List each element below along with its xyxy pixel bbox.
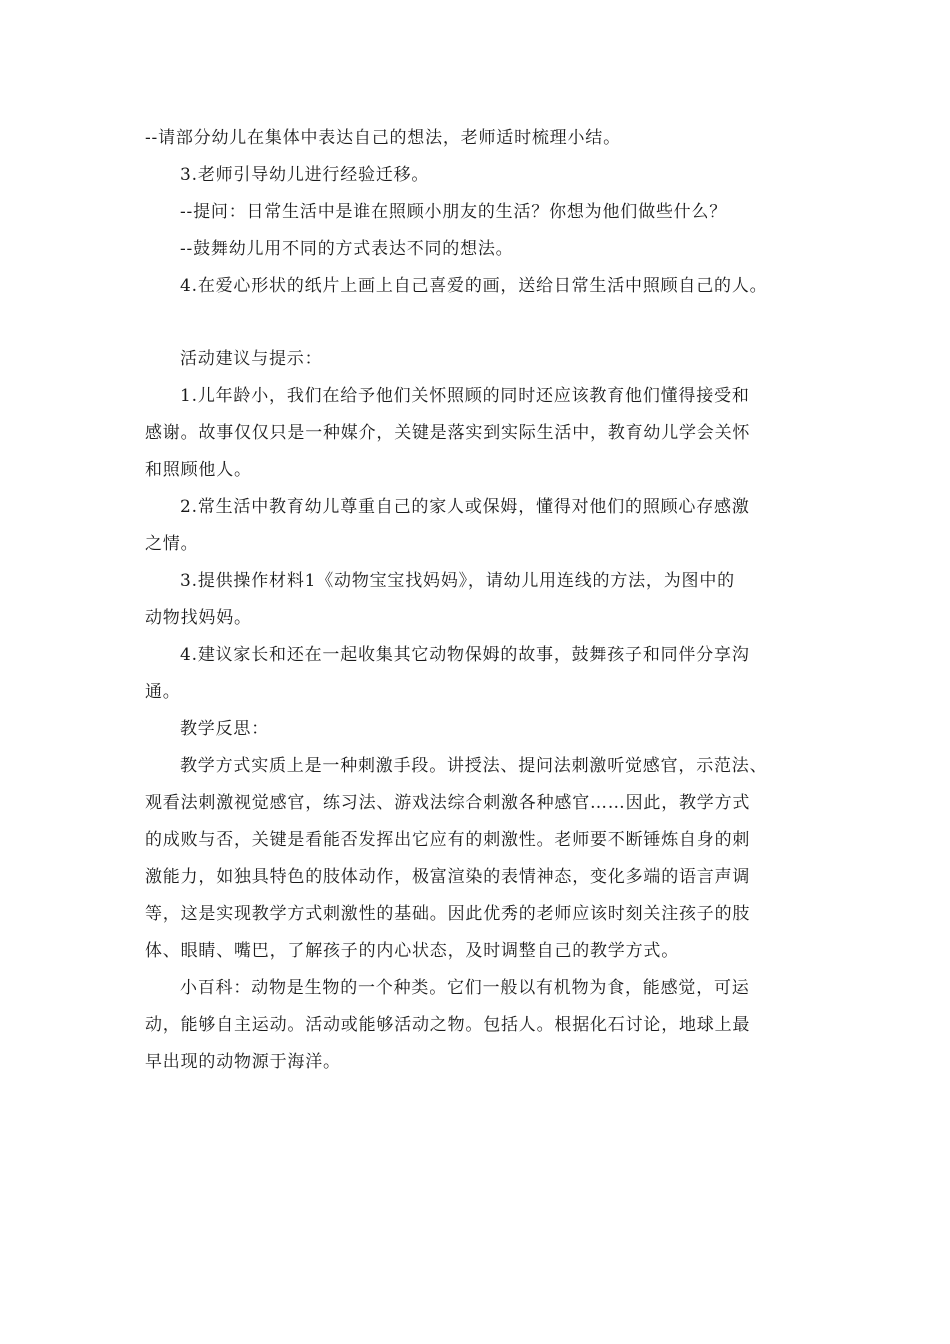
- suggestion-1-line-1: 1.儿年龄小，我们在给予他们关怀照顾的同时还应该教育他们懂得接受和: [180, 386, 750, 406]
- step-line-express-ideas: --请部分幼儿在集体中表达自己的想法，老师适时梳理小结。: [145, 128, 621, 148]
- reflection-heading: 教学反思：: [180, 719, 269, 739]
- suggestion-2-line-2: 之情。: [145, 534, 199, 554]
- suggestion-4-line-1: 4.建议家长和还在一起收集其它动物保姆的故事，鼓舞孩子和同伴分享沟: [180, 645, 750, 665]
- suggestion-4-line-2: 通。: [145, 682, 181, 702]
- suggestion-3-line-2: 动物找妈妈。: [145, 608, 252, 628]
- suggestions-heading: 活动建议与提示：: [180, 349, 323, 369]
- reflection-line-5: 等，这是实现教学方式刺激性的基础。因此优秀的老师应该时刻关注孩子的肢: [145, 904, 751, 924]
- suggestion-1-line-2: 感谢。故事仅仅只是一种媒介，关键是落实到实际生活中，教育幼儿学会关怀: [145, 423, 751, 443]
- reflection-line-3: 的成败与否，关键是看能否发挥出它应有的刺激性。老师要不断锤炼自身的刺: [145, 830, 751, 850]
- reflection-line-4: 激能力，如独具特色的肢体动作，极富渲染的表情神态，变化多端的语言声调: [145, 867, 751, 887]
- encyclopedia-line-2: 动，能够自主运动。活动或能够活动之物。包括人。根据化石讨论，地球上最: [145, 1015, 751, 1035]
- step-line-3: 3.老师引导幼儿进行经验迁移。: [180, 165, 430, 185]
- step-line-4: 4.在爱心形状的纸片上画上自己喜爱的画，送给日常生活中照顾自己的人。: [180, 276, 768, 296]
- section-suggestions: [145, 341, 805, 1081]
- encyclopedia-line-3: 早出现的动物源于海洋。: [145, 1052, 341, 1072]
- suggestion-3-line-1: 3.提供操作材料1《动物宝宝找妈妈》，请幼儿用连线的方法，为图中的: [180, 571, 735, 591]
- reflection-line-2: 观看法刺激视觉感官，练习法、游戏法综合刺激各种感官……因此，教学方式: [145, 793, 751, 813]
- suggestion-2-line-1: 2.常生活中教育幼儿尊重自己的家人或保姆，懂得对他们的照顾心存感激: [180, 497, 750, 517]
- suggestion-1-line-3: 和照顾他人。: [145, 460, 252, 480]
- section-activity-steps: [145, 120, 805, 305]
- step-line-question: --提问：日常生活中是谁在照顾小朋友的生活？你想为他们做些什么？: [180, 202, 728, 222]
- reflection-line-6: 体、眼睛、嘴巴，了解孩子的内心状态，及时调整自己的教学方式。: [145, 941, 679, 961]
- step-line-encourage: --鼓舞幼儿用不同的方式表达不同的想法。: [180, 239, 514, 259]
- reflection-line-1: 教学方式实质上是一种刺激手段。讲授法、提问法刺激听觉感官，示范法、: [180, 756, 768, 776]
- encyclopedia-line-1: 小百科：动物是生物的一个种类。它们一般以有机物为食，能感觉，可运: [180, 978, 750, 998]
